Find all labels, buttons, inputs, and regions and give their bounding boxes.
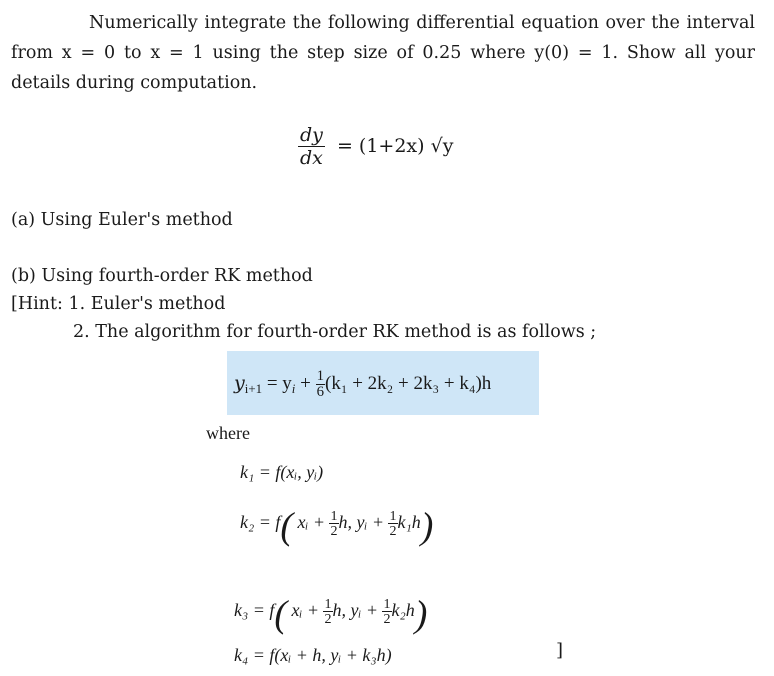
rk-y-current: = y [266,373,292,394]
rk-y-next: y [234,372,245,394]
differential-equation [298,124,453,169]
hint-line-1: [Hint: 1. Euler's method [11,294,226,314]
part-a: (a) Using Euler's method [11,210,233,230]
hint-closing-bracket: ] [556,640,564,661]
problem-line-2: from x = 0 to x = 1 using the step size of 0.25 where y(0) = 1. Show all your [11,43,755,63]
problem-statement [11,8,755,98]
derivative-fraction [298,124,325,169]
derivative-numerator: dy [300,124,323,146]
where-label: where [206,423,250,443]
rk-y-current-subscript: i [291,380,296,396]
part-b: (b) Using fourth-order RK method [11,266,313,286]
problem-line-3: details during computation. [11,73,258,93]
rk-y-next-subscript: i+1 [244,380,263,396]
problem-line-1: Numerically integrate the following differential equation over the interval [89,13,755,33]
rk-main-formula: $y_{i+1} = y_i$ + $\frac{1}{6}$ (k₁ + 2k₂ + 2k₃ + k₄)h [234,368,492,401]
k2-formula: k₂ = f( xᵢ + $\frac{1}{2}$ h, yᵢ + $\frac{1}{2}$ k₁h) [240,505,434,548]
rk-one-sixth: $\frac{1}{6}$ [316,368,324,401]
k4-formula: k₄ = f(xᵢ + h, yᵢ + k₃h) [234,645,392,665]
hint-line-2: 2. The algorithm for fourth-order RK method is as follows ; [73,322,597,342]
rk-k-sum: (k₁ + 2k₂ + 2k₃ + k₄)h [325,373,492,394]
equation-rhs: = (1+2x) √y [336,134,454,157]
k3-formula: k₃ = f( xᵢ + $\frac{1}{2}$ h, yᵢ + $\frac{1}{2}$ k₂h) [234,593,428,636]
derivative-denominator: dx [300,147,323,169]
k1-formula: k₁ = f(xᵢ, yᵢ) [240,462,324,482]
